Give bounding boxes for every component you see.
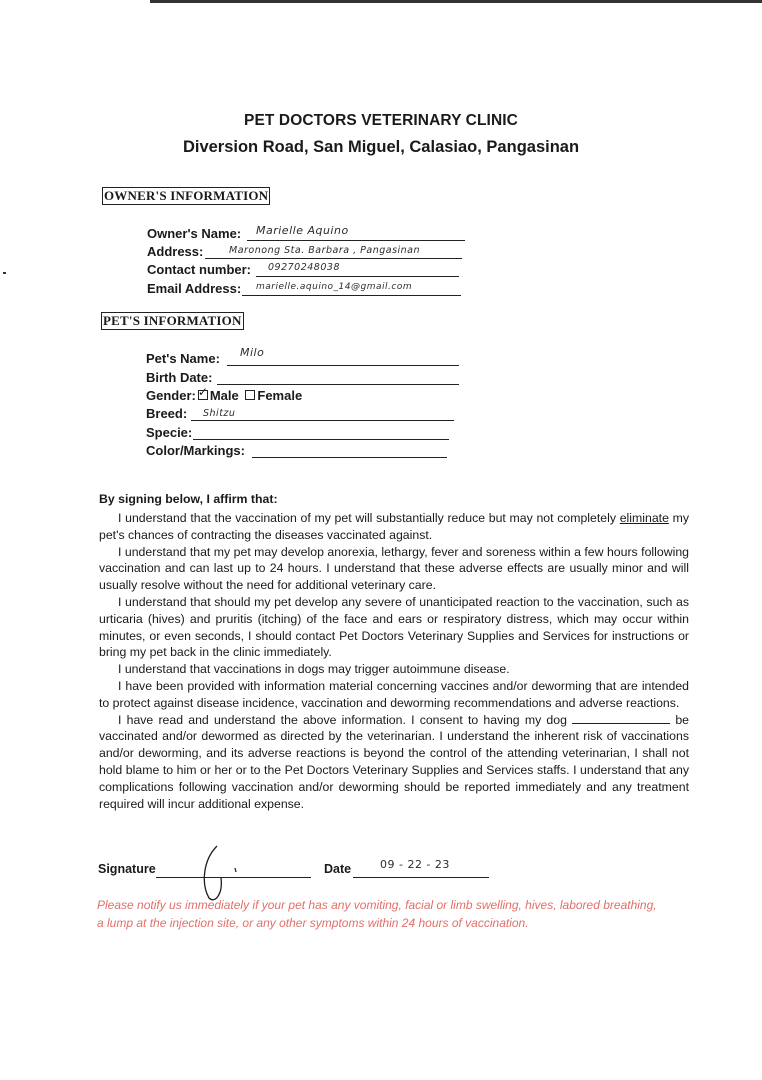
gender-male-checkbox[interactable]	[197, 385, 208, 400]
consent-paragraph-4: I understand that vaccinations in dogs may trigger autoimmune disease.	[118, 662, 510, 677]
post-vaccination-notice: Please notify us immediately if your pet has any vomiting, facial or limb swelling, hives, labored breathing, a lump at the injection site, or any other symptoms within 24 hours of vaccination.	[97, 898, 657, 930]
gender-row	[146, 385, 303, 404]
consent-paragraph-2: I understand that my pet may develop anorexia, lethargy, fever and soreness within a few hours following vaccination and can last up to 24 hours. I understand that these adverse effects are usually minor and will usually resolve without the need for additional veterinary care.	[99, 544, 689, 593]
email-value: marielle.aquino_14@gmail.com	[256, 282, 413, 292]
owner-name-label: Owner's Name:	[147, 226, 242, 241]
gender-female-label: Female	[257, 388, 303, 403]
owner-info-heading: OWNER'S INFORMATION	[104, 188, 269, 203]
address-value: Maronong Sta. Barbara , Pangasinan	[229, 245, 421, 256]
consent-paragraph-5: I have been provided with information material concerning vaccines and/or deworming that are intended to protect against disease incidence, vaccination and deworming recommendations and adverse reactions.	[99, 678, 689, 710]
specie-label: Specie:	[146, 425, 193, 440]
consent-paragraph-3: I understand that should my pet develop any severe of unanticipated reaction to the vaccination, such as urticaria (hives) and pruritis (itching) of the face and ears or respiratory distress, which may occur within minutes, or even seconds, I should contact Pet Doctors Veterinary Supplies and Services for instructions or bring my pet back in the clinic immediately.	[99, 594, 689, 660]
p6-text-a: I have read and understand the above information. I consent to having my dog	[118, 712, 573, 727]
pet-name-value: Milo	[240, 346, 265, 359]
contact-number-value: 09270248038	[268, 262, 340, 273]
contact-number-label: Contact number:	[147, 262, 251, 277]
color-markings-field[interactable]	[252, 443, 447, 458]
signature-label: Signature	[98, 862, 156, 876]
gender-female-checkbox[interactable]	[245, 390, 255, 400]
pet-name-label: Pet's Name:	[146, 351, 220, 366]
consent-body	[99, 510, 689, 812]
consent-paragraph-1	[99, 510, 689, 544]
check-mark-icon: ✓	[197, 385, 208, 399]
pet-info-heading: PET'S INFORMATION	[103, 313, 242, 328]
gender-label: Gender:	[146, 388, 196, 403]
gender-male-label: Male	[209, 388, 239, 403]
p1-underlined-word: eliminate	[619, 511, 669, 525]
color-markings-label: Color/Markings:	[146, 443, 245, 458]
birth-date-label: Birth Date:	[146, 370, 213, 385]
clinic-title: PET DOCTORS VETERINARY CLINIC	[244, 112, 518, 129]
date-value: 09 - 22 - 23	[380, 858, 450, 871]
scan-edge-line	[150, 0, 762, 3]
p1-text-a: I understand that the vaccination of my pet will substantially reduce but may not completely	[118, 511, 620, 525]
dog-name-field[interactable]	[572, 712, 670, 724]
breed-label: Breed:	[146, 406, 188, 421]
p1-text-b: my pet's chances of contracting the diseases vaccinated against.	[99, 511, 690, 542]
affirm-lead: By signing below, I affirm that:	[99, 492, 278, 506]
scan-speck	[3, 272, 6, 274]
breed-value: Shitzu	[203, 408, 236, 419]
handwritten-signature-icon	[195, 842, 245, 904]
clinic-address: Diversion Road, San Miguel, Calasiao, Pangasinan	[182, 138, 580, 156]
specie-field[interactable]	[193, 425, 449, 440]
date-label: Date	[324, 862, 352, 876]
birth-date-field[interactable]	[217, 370, 459, 385]
p6-text-b: be vaccinated and/or dewormed as directed by the veterinarian. I understand the inherent risk of vaccinations and/or deworming, and its adverse reactions is beyond the control of the attending veterinarian, I shall not hold blame to him or her or to the Pet Doctors Veterinary Supplies and Services staffs. I understand that any complications following vaccination and/or deworming should be reported immediately and any treatment required will incur additional expense.	[99, 712, 689, 811]
email-label: Email Address:	[147, 281, 242, 296]
owner-name-value: Marielle Aquino	[256, 224, 349, 237]
address-label: Address:	[147, 244, 204, 259]
consent-paragraph-6	[99, 712, 689, 813]
